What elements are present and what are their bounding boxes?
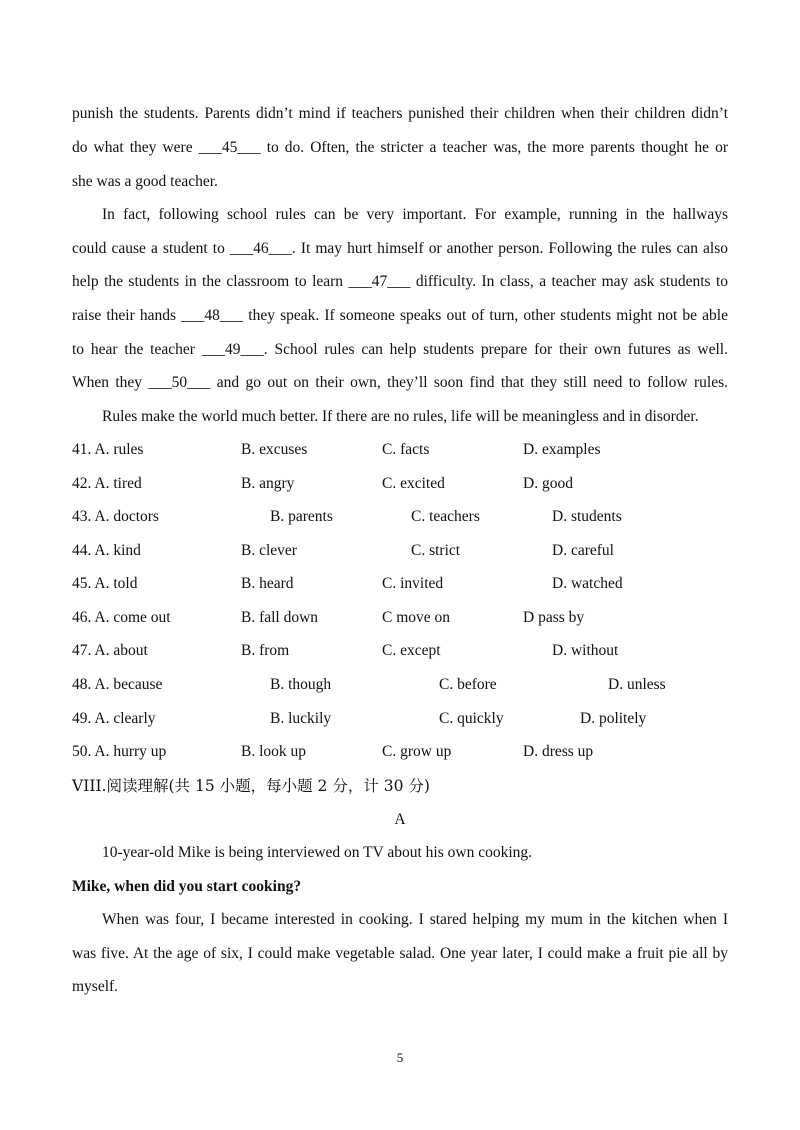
- answer-line: was five. At the age of six, I could make vegetable salad. One year later, I could make a fruit pie all by: [72, 945, 728, 962]
- passage-line: raise their hands ___48___ they speak. If someone speaks out of turn, other students might not be able: [72, 307, 728, 324]
- q47-option-a: 47. A. about: [72, 642, 148, 659]
- passage-line: In fact, following school rules can be very important. For example, running in the hallways: [102, 206, 728, 223]
- q50-option-c: C. grow up: [382, 743, 452, 760]
- q46-option-c: C move on: [382, 609, 451, 626]
- reading-intro: 10-year-old Mike is being interviewed on TV about his own cooking.: [102, 844, 533, 861]
- q49-option-b: B. luckily: [270, 710, 332, 727]
- q48-option-a: 48. A. because: [72, 676, 163, 693]
- passage-line: do what they were ___45___ to do. Often, the stricter a teacher was, the more parents thought he or: [72, 139, 728, 156]
- q41-option-a: 41. A. rules: [72, 441, 144, 458]
- q43-option-d: D. students: [552, 508, 622, 525]
- q50-option-b: B. look up: [241, 743, 307, 760]
- passage-line: she was a good teacher.: [72, 173, 218, 190]
- q44-option-d: D. careful: [552, 542, 614, 559]
- q49-option-c: C. quickly: [439, 710, 504, 727]
- q43-option-a: 43. A. doctors: [72, 508, 159, 525]
- q49-option-a: 49. A. clearly: [72, 710, 156, 727]
- q47-option-d: D. without: [552, 642, 619, 659]
- page-number: 5: [396, 1050, 404, 1065]
- q46-option-d: D pass by: [523, 609, 585, 626]
- passage-line: Rules make the world much better. If there are no rules, life will be meaningless and in disorder.: [102, 408, 699, 425]
- q43-option-b: B. parents: [270, 508, 333, 525]
- q42-option-d: D. good: [523, 475, 573, 492]
- q44-option-a: 44. A. kind: [72, 542, 141, 559]
- q45-option-c: C. invited: [382, 575, 444, 592]
- q45-option-a: 45. A. told: [72, 575, 138, 592]
- q50-option-a: 50. A. hurry up: [72, 743, 167, 760]
- part-label: A: [394, 811, 406, 828]
- q41-option-b: B. excuses: [241, 441, 308, 458]
- section-heading: VIII.阅读理解(共 15 小题，每小题 2 分，计 30 分): [72, 777, 430, 795]
- q43-option-c: C. teachers: [411, 508, 480, 525]
- q44-option-c: C. strict: [411, 542, 461, 559]
- q50-option-d: D. dress up: [523, 743, 594, 760]
- passage-line: help the students in the classroom to learn ___47___ difficulty. In class, a teacher may ask students to: [72, 273, 728, 290]
- q42-option-c: C. excited: [382, 475, 445, 492]
- passage-line: could cause a student to ___46___. It may hurt himself or another person. Following the rules can also: [72, 240, 728, 257]
- q41-option-c: C. facts: [382, 441, 430, 458]
- q46-option-b: B. fall down: [241, 609, 319, 626]
- q47-option-c: C. except: [382, 642, 441, 659]
- q47-option-b: B. from: [241, 642, 290, 659]
- answer-line: When was four, I became interested in cooking. I stared helping my mum in the kitchen when I: [102, 911, 728, 928]
- passage-line: When they ___50___ and go out on their own, they’ll soon find that they still need to follow rules.: [72, 374, 728, 391]
- passage-line: punish the students. Parents didn’t mind if teachers punished their children when their children didn’t: [72, 105, 728, 122]
- q42-option-b: B. angry: [241, 475, 295, 492]
- passage-line: to hear the teacher ___49___. School rules can help students prepare for their own futures as well.: [72, 341, 728, 358]
- q48-option-c: C. before: [439, 676, 497, 693]
- q42-option-a: 42. A. tired: [72, 475, 142, 492]
- interview-question: Mike, when did you start cooking?: [72, 878, 302, 895]
- q48-option-b: B. though: [270, 676, 332, 693]
- q45-option-d: D. watched: [552, 575, 623, 592]
- q48-option-d: D. unless: [608, 676, 666, 693]
- q44-option-b: B. clever: [241, 542, 297, 559]
- q41-option-d: D. examples: [523, 441, 601, 458]
- q46-option-a: 46. A. come out: [72, 609, 171, 626]
- answer-line: myself.: [72, 978, 119, 995]
- q49-option-d: D. politely: [580, 710, 647, 727]
- q45-option-b: B. heard: [241, 575, 294, 592]
